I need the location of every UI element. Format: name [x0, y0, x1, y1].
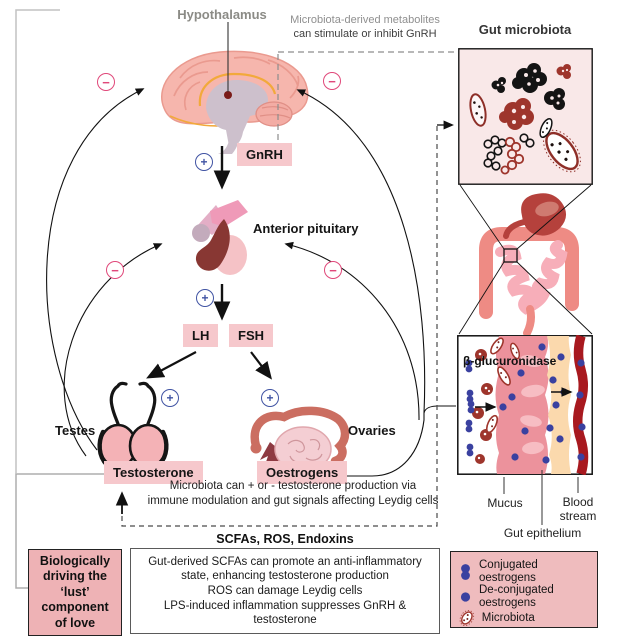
testes-label: Testes	[55, 423, 96, 438]
gnrh-box: GnRH	[237, 143, 292, 166]
lust-line-3: ‘lust’	[60, 584, 90, 599]
oestrogens-box: Oestrogens	[257, 461, 347, 484]
info-item-3: LPS-induced inflammation suppresses GnRH & testosterone	[163, 600, 407, 626]
gut-epithelium-label: Gut epithelium	[503, 526, 582, 540]
scfas-info-box	[130, 548, 440, 634]
metabolites-note-line1: Microbiota-derived metabolites	[290, 14, 440, 26]
metabolites-note-line2: can stimulate or inhibit GnRH	[293, 27, 437, 40]
minus-sign-pituitary-right: −	[324, 261, 342, 279]
blood-stream-label	[553, 495, 603, 523]
legend-item-microbiota	[459, 609, 592, 627]
lust-line-1: Biologically	[39, 553, 111, 568]
beta-glucuronidase-label: β-glucuronidase	[463, 354, 557, 368]
lust-box	[28, 549, 122, 636]
lh-box: LH	[183, 324, 218, 347]
plus-sign-gnrh: +	[195, 153, 213, 171]
mucus-label: Mucus	[487, 496, 523, 510]
legend-conjugated-label: Conjugated oestrogens	[479, 559, 538, 584]
legend-item-conjugated	[459, 559, 592, 584]
feedback-note-line1: Microbiota can + or - testosterone production via	[169, 480, 417, 492]
metabolites-note	[272, 14, 458, 41]
legend-item-deconjugated	[459, 584, 592, 609]
plus-sign-testes: +	[161, 389, 179, 407]
gi-tract-illustration	[452, 190, 604, 335]
lust-connector-line	[16, 10, 104, 588]
conjugated-oestrogens-icon	[459, 563, 472, 581]
hypothalamus-label: Hypothalamus	[177, 7, 267, 22]
lust-line-5: of love	[54, 615, 96, 630]
scfas-heading: SCFAs, ROS, Endoxins	[216, 532, 354, 546]
anterior-pituitary-label: Anterior pituitary	[253, 221, 359, 236]
hypothalamus-dot	[224, 91, 232, 99]
ovaries-label: Ovaries	[348, 423, 396, 438]
microbiota-icon	[459, 609, 475, 627]
testes-illustration	[96, 380, 170, 472]
cerebellum	[256, 102, 292, 126]
deconjugated-oestrogens-icon	[459, 591, 472, 603]
minus-sign-hypothalamus-right: −	[323, 72, 341, 90]
gut-microbiota-panel	[458, 48, 593, 185]
info-item-2: ROS can damage Leydig cells	[207, 585, 363, 597]
legend-deconjugated-label: De-conjugated oestrogens	[479, 584, 554, 609]
lust-line-4: component	[41, 600, 109, 615]
feedback-note-line2: immune modulation and gut signals affecting Leydig cells	[147, 494, 439, 507]
plus-sign-pituitary: +	[196, 289, 214, 307]
testosterone-box: Testosterone	[104, 461, 203, 484]
plus-sign-ovaries: +	[261, 389, 279, 407]
legend-microbiota-label: Microbiota	[481, 611, 535, 624]
info-item-1: Gut-derived SCFAs can promote an anti-inflammatory state, enhancing testosterone production	[148, 556, 422, 582]
lust-line-2: driving the	[43, 569, 107, 584]
gut-microbiota-label: Gut microbiota	[478, 22, 572, 37]
minus-sign-hypothalamus-left: −	[97, 73, 115, 91]
fsh-box: FSH	[229, 324, 273, 347]
anterior-pituitary-illustration	[188, 197, 254, 281]
minus-sign-pituitary-left: −	[106, 261, 124, 279]
brain-illustration	[150, 46, 318, 156]
microbiota-feedback-note	[138, 479, 448, 508]
blood-label-line1: Blood	[562, 495, 594, 509]
legend-box	[450, 551, 598, 628]
blood-label-line2: stream	[559, 509, 597, 523]
